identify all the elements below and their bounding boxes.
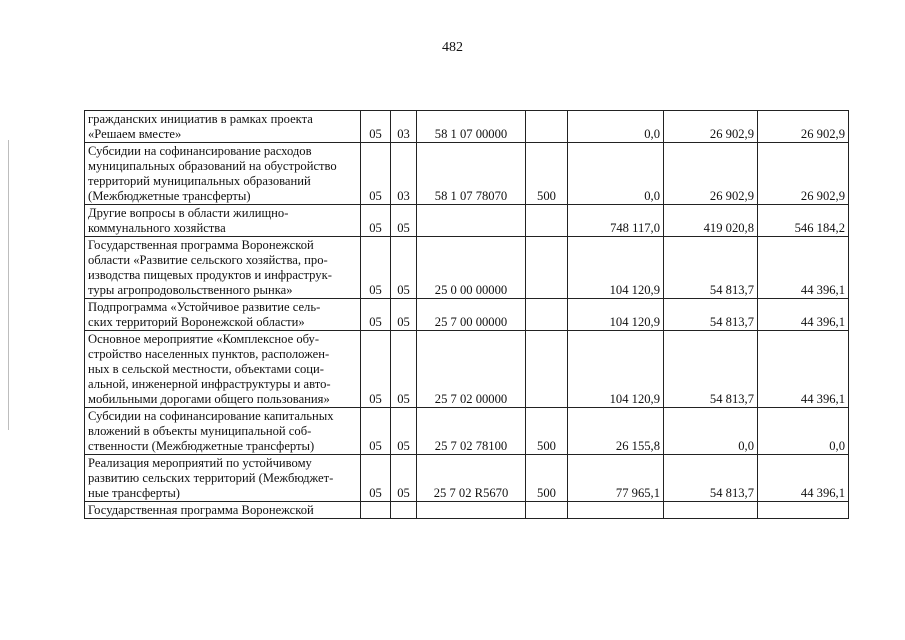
budget-table [84, 110, 849, 519]
amount-year-1-cell: 748 117,0 [568, 205, 664, 237]
subsection-code-cell: 05 [391, 408, 417, 455]
amount-year-3-cell: 44 396,1 [758, 237, 849, 299]
target-article-code-cell: 25 7 02 78100 [417, 408, 526, 455]
section-code-cell: 05 [361, 331, 391, 408]
amount-year-2-cell: 54 813,7 [664, 237, 758, 299]
target-article-code-cell: 58 1 07 78070 [417, 143, 526, 205]
table-row [85, 205, 849, 237]
table-row [85, 455, 849, 502]
amount-year-3-cell: 44 396,1 [758, 331, 849, 408]
expense-type-code-cell [526, 299, 568, 331]
item-name-line: Государственная программа Воронежской [88, 238, 314, 252]
amount-year-3-cell: 26 902,9 [758, 143, 849, 205]
item-name-cell [85, 299, 361, 331]
target-article-code-cell [417, 205, 526, 237]
item-name-line: коммунального хозяйства [88, 221, 226, 235]
page-number: 482 [442, 40, 463, 55]
expense-type-code-cell [526, 205, 568, 237]
item-name-line: вложений в объекты муниципальной соб- [88, 424, 312, 438]
item-name-line: территорий муниципальных образований [88, 174, 311, 188]
item-name-line: ственности (Межбюджетные трансферты) [88, 439, 315, 453]
amount-year-3-cell: 546 184,2 [758, 205, 849, 237]
subsection-code-cell: 03 [391, 143, 417, 205]
amount-year-2-cell: 54 813,7 [664, 299, 758, 331]
item-name-line: туры агропродовольственного рынка» [88, 283, 293, 297]
section-code-cell: 05 [361, 408, 391, 455]
amount-year-2-cell: 54 813,7 [664, 331, 758, 408]
subsection-code-cell: 05 [391, 205, 417, 237]
item-name-line: изводства пищевых продуктов и инфраструк- [88, 268, 332, 282]
amount-year-1-cell: 77 965,1 [568, 455, 664, 502]
subsection-code-cell: 05 [391, 331, 417, 408]
expense-type-code-cell: 500 [526, 408, 568, 455]
item-name-line: Государственная программа Воронежской [88, 503, 314, 517]
table-row [85, 299, 849, 331]
table-row [85, 111, 849, 143]
expense-type-code-cell: 500 [526, 455, 568, 502]
amount-year-1-cell: 0,0 [568, 143, 664, 205]
table-row [85, 408, 849, 455]
amount-year-1-cell: 104 120,9 [568, 331, 664, 408]
item-name-line: ных в сельской местности, объектами соци- [88, 362, 324, 376]
table-row [85, 237, 849, 299]
item-name-cell [85, 408, 361, 455]
amount-year-2-cell: 419 020,8 [664, 205, 758, 237]
target-article-code-cell [417, 502, 526, 519]
table-row [85, 502, 849, 519]
table-row [85, 331, 849, 408]
item-name-line: ные трансферты) [88, 486, 181, 500]
amount-year-2-cell: 26 902,9 [664, 143, 758, 205]
item-name-line: мобильными дорогами общего пользования» [88, 392, 330, 406]
item-name-cell [85, 111, 361, 143]
item-name-line: Подпрограмма «Устойчивое развитие сель- [88, 300, 321, 314]
subsection-code-cell: 03 [391, 111, 417, 143]
amount-year-3-cell: 26 902,9 [758, 111, 849, 143]
amount-year-1-cell: 26 155,8 [568, 408, 664, 455]
expense-type-code-cell [526, 502, 568, 519]
expense-type-code-cell [526, 237, 568, 299]
item-name-cell [85, 205, 361, 237]
target-article-code-cell: 25 7 00 00000 [417, 299, 526, 331]
expense-type-code-cell: 500 [526, 143, 568, 205]
table-body [85, 111, 849, 519]
section-code-cell: 05 [361, 299, 391, 331]
target-article-code-cell: 25 0 00 00000 [417, 237, 526, 299]
subsection-code-cell [391, 502, 417, 519]
target-article-code-cell: 58 1 07 00000 [417, 111, 526, 143]
table-row [85, 143, 849, 205]
subsection-code-cell: 05 [391, 299, 417, 331]
subsection-code-cell: 05 [391, 237, 417, 299]
item-name-line: (Межбюджетные трансферты) [88, 189, 251, 203]
amount-year-2-cell: 26 902,9 [664, 111, 758, 143]
amount-year-1-cell [568, 502, 664, 519]
item-name-line: муниципальных образований на обустройство [88, 159, 337, 173]
item-name-line: гражданских инициатив в рамках проекта [88, 112, 313, 126]
section-code-cell: 05 [361, 205, 391, 237]
section-code-cell: 05 [361, 237, 391, 299]
section-code-cell [361, 502, 391, 519]
item-name-line: Субсидии на софинансирование капитальных [88, 409, 334, 423]
item-name-cell [85, 502, 361, 519]
item-name-line: ских территорий Воронежской области» [88, 315, 305, 329]
amount-year-2-cell: 0,0 [664, 408, 758, 455]
item-name-line: области «Развитие сельского хозяйства, про- [88, 253, 328, 267]
amount-year-1-cell: 0,0 [568, 111, 664, 143]
target-article-code-cell: 25 7 02 R5670 [417, 455, 526, 502]
amount-year-2-cell [664, 502, 758, 519]
item-name-cell [85, 237, 361, 299]
amount-year-3-cell: 44 396,1 [758, 299, 849, 331]
amount-year-1-cell: 104 120,9 [568, 237, 664, 299]
item-name-line: стройство населенных пунктов, расположен- [88, 347, 330, 361]
item-name-line: альной, инженерной инфраструктуры и авто- [88, 377, 331, 391]
amount-year-2-cell: 54 813,7 [664, 455, 758, 502]
item-name-line: Субсидии на софинансирование расходов [88, 144, 312, 158]
amount-year-3-cell [758, 502, 849, 519]
section-code-cell: 05 [361, 111, 391, 143]
item-name-line: «Решаем вместе» [88, 127, 182, 141]
expense-type-code-cell [526, 111, 568, 143]
amount-year-3-cell: 44 396,1 [758, 455, 849, 502]
item-name-cell [85, 143, 361, 205]
target-article-code-cell: 25 7 02 00000 [417, 331, 526, 408]
item-name-line: развитию сельских территорий (Межбюджет- [88, 471, 334, 485]
item-name-line: Другие вопросы в области жилищно- [88, 206, 289, 220]
margin-rule [8, 140, 9, 430]
item-name-line: Основное мероприятие «Комплексное обу- [88, 332, 320, 346]
item-name-cell [85, 331, 361, 408]
amount-year-3-cell: 0,0 [758, 408, 849, 455]
item-name-line: Реализация мероприятий по устойчивому [88, 456, 312, 470]
subsection-code-cell: 05 [391, 455, 417, 502]
section-code-cell: 05 [361, 455, 391, 502]
section-code-cell: 05 [361, 143, 391, 205]
amount-year-1-cell: 104 120,9 [568, 299, 664, 331]
item-name-cell [85, 455, 361, 502]
expense-type-code-cell [526, 331, 568, 408]
